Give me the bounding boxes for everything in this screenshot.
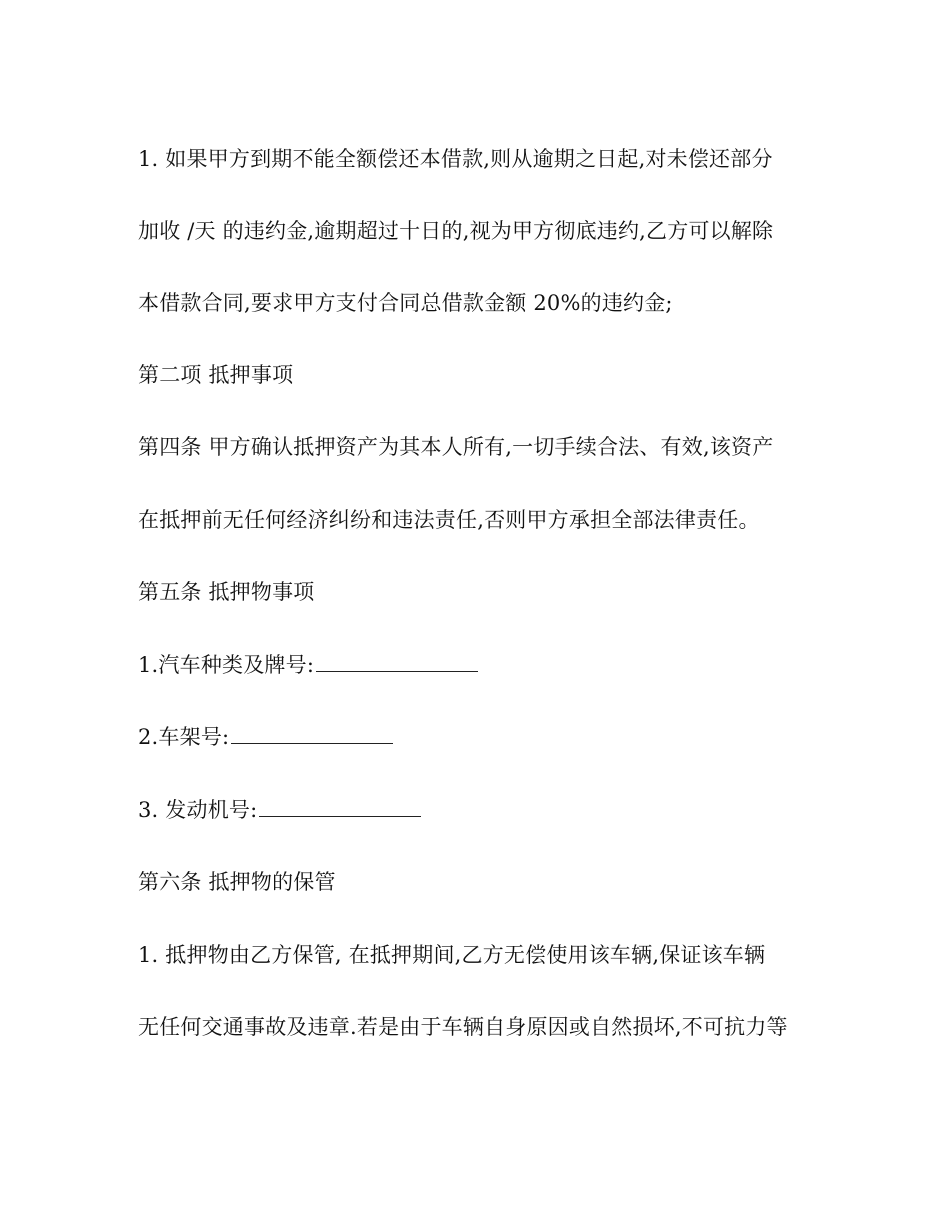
field-vehicle-type-plate [138,651,838,679]
article-6-line-1: 1. 抵押物由乙方保管, 在抵押期间,乙方无偿使用该车辆,保证该车辆 [138,943,766,967]
field-engine-number [138,796,838,824]
paragraph-line-3: 本借款合同,要求甲方支付合同总借款金额 20%的违约金; [138,291,673,315]
article-4-line-1: 第四条 甲方确认抵押资产为其本人所有,一切手续合法、有效,该资产 [138,435,774,459]
field-label-vehicle-type-plate: 1.汽车种类及牌号: [138,653,315,677]
section-heading-mortgage: 第二项 抵押事项 [138,363,294,387]
blank-engine-number [259,798,421,817]
paragraph-line-2: 加收 /天 的违约金,逾期超过十日的,视为甲方彻底违约,乙方可以解除 [138,219,774,243]
blank-chassis-number [231,725,393,744]
article-6-line-2: 无任何交通事故及违章.若是由于车辆自身原因或自然损坏,不可抗力等 [138,1015,788,1039]
field-chassis-number [138,723,838,751]
paragraph-line-1: 1. 如果甲方到期不能全额偿还本借款,则从逾期之日起,对未偿还部分 [138,147,773,171]
blank-vehicle-type-plate [316,653,478,672]
article-5-heading: 第五条 抵押物事项 [138,580,315,604]
field-label-chassis-number: 2.车架号: [138,725,230,749]
field-label-engine-number: 3. 发动机号: [138,798,258,822]
article-4-line-2: 在抵押前无任何经济纠纷和违法责任,否则甲方承担全部法律责任。 [138,508,760,532]
article-6-heading: 第六条 抵押物的保管 [138,870,336,894]
